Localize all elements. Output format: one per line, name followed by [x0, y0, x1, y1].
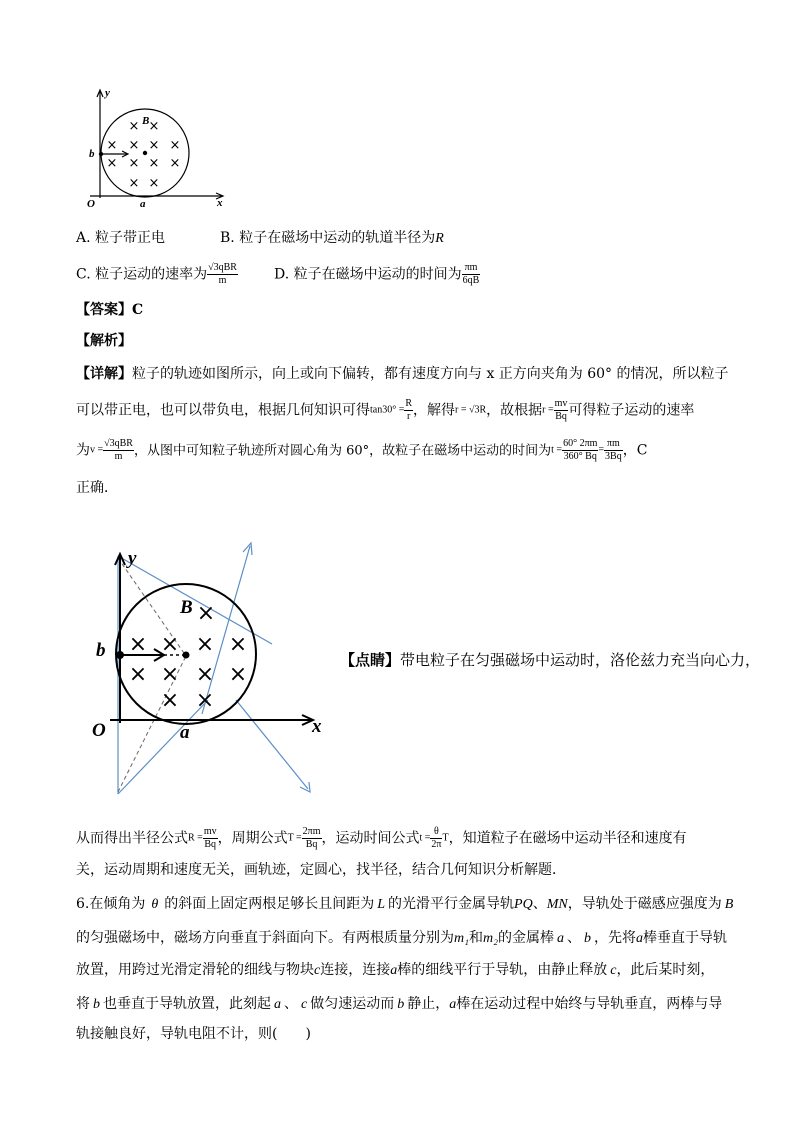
option-A	[76, 228, 165, 248]
cross-mark: ×	[228, 632, 248, 657]
tip-label: 【点睛】	[340, 651, 401, 669]
time-denominator: 2π	[431, 839, 442, 850]
detail-text-3a: 为	[76, 442, 90, 459]
T-denominator: Bq	[305, 839, 318, 850]
q6-c-2: c	[610, 963, 617, 978]
q6-text-2a: 的匀强磁场中，磁场方向垂直于斜面向下。有两根质量分别为	[76, 930, 454, 946]
cross-mark: ×	[195, 632, 215, 657]
q6-text-2d: 棒垂直于导轨	[642, 930, 727, 946]
point-b-label: b	[96, 640, 106, 661]
tan-fraction	[404, 398, 413, 423]
option-C-fraction	[207, 262, 238, 287]
q6-text-4e: 棒在运动过程中始终与导轨垂直，两棒与导	[456, 996, 723, 1012]
q6-text-1b: 的斜面上固定两根足够长且间距为	[164, 896, 375, 912]
q6-text-1a: 6.在倾角为	[76, 896, 146, 912]
q6-b-3: b	[397, 997, 405, 1012]
v-fraction	[103, 438, 134, 463]
tip-line-1	[340, 650, 760, 670]
T-fraction	[302, 826, 322, 851]
q6-m2: m₂	[482, 931, 498, 946]
point-a-label: a	[180, 722, 190, 743]
cross-mark: ×	[195, 662, 215, 687]
tan-lhs: tan30° =	[370, 404, 405, 416]
cross-mark: ×	[148, 138, 160, 153]
detail-text-1: 粒子的轨迹如图所示，向上或向下偏转，都有速度方向与 x 正方向夹角为 60° 的情况，所以粒子	[132, 366, 729, 382]
T-lhs: T =	[287, 832, 302, 844]
tip-text-2b: ，周期公式	[217, 830, 288, 847]
q6-m1: m₁	[454, 931, 469, 946]
option-B-text: B. 粒子在磁场中运动的轨道半径为	[220, 230, 436, 246]
option-A-text: A. 粒子带正电	[76, 230, 166, 246]
q6-text-4d: 静止，	[407, 996, 450, 1012]
q6-line-1	[76, 894, 733, 915]
q6-c-3: c	[301, 997, 308, 1012]
T-numerator: 2πm	[302, 826, 321, 837]
cross-mark: ×	[106, 138, 118, 153]
q6-c: c	[314, 963, 321, 978]
q6-and: 和	[468, 930, 483, 946]
R-denominator: Bq	[204, 839, 217, 850]
axis-y-label: y	[128, 548, 137, 569]
cross-mark: ×	[169, 156, 181, 171]
detail-text-2c: ，故根据	[486, 402, 543, 419]
detail-text-2b: ，解得	[413, 402, 456, 419]
r-fraction	[554, 398, 569, 423]
t-lhs: t =	[551, 444, 563, 456]
tan-denominator: r	[407, 411, 411, 422]
detail-text-3c: ，C	[622, 442, 648, 459]
q6-text-3a: 放置，用跨过光滑定滑轮的细线与物块	[76, 962, 314, 978]
q6-MN: MN	[546, 897, 568, 912]
q6-text-4b: 也垂直于导轨放置，此刻起	[103, 996, 271, 1012]
cross-mark: ×	[228, 662, 248, 687]
q6-a-2: a	[635, 931, 643, 946]
detail-line-3	[76, 438, 647, 463]
detail-text-2d: 可得粒子运动的速率	[568, 402, 695, 419]
v-numerator: √3qBR	[104, 438, 133, 449]
r-equation: r = √3R	[455, 404, 487, 416]
detail-line-4: 正确．	[76, 480, 118, 496]
axis-y-label: y	[105, 87, 110, 99]
axis-x-label: x	[217, 197, 223, 209]
axis-x-label: x	[312, 716, 322, 737]
R-lhs: R =	[188, 832, 203, 844]
q6-text-3c: 棒的细线平行于导轨，由静止释放	[397, 962, 608, 978]
cross-mark: ×	[148, 119, 160, 134]
time-lhs: t =	[419, 832, 431, 844]
t-numerator-2: πm	[604, 438, 623, 451]
detail-line-2	[76, 398, 694, 423]
q6-B: B	[724, 897, 734, 912]
point-b-label: b	[89, 148, 95, 160]
cross-mark: ×	[128, 662, 148, 687]
origin-label: O	[87, 198, 95, 210]
option-D	[274, 262, 480, 287]
cross-mark: ×	[160, 632, 180, 657]
q6-b-2: b	[93, 997, 100, 1012]
option-B	[220, 228, 444, 249]
option-D-numerator: πm	[462, 262, 481, 275]
q6-a-5: a	[449, 997, 457, 1012]
q6-sep-3: 、	[284, 996, 298, 1012]
option-C-text: C. 粒子运动的速率为	[76, 266, 208, 283]
t-numerator-1: 60° 2πm	[563, 438, 598, 449]
q6-text-1d: ，导轨处于磁感应强度为	[567, 896, 722, 912]
t-fraction-1	[562, 438, 598, 463]
option-C-numerator: √3qBR	[208, 262, 237, 273]
cross-mark: ×	[128, 119, 140, 134]
cross-mark: ×	[148, 176, 160, 191]
R-numerator: mv	[203, 826, 217, 837]
point-b-dot	[99, 152, 103, 156]
cross-mark: ×	[169, 138, 181, 153]
detail-text-2a: 可以带正电，也可以带负电，根据几何知识可得	[76, 402, 370, 419]
cross-mark: ×	[196, 601, 216, 626]
center-dot	[183, 652, 190, 659]
tan-numerator: R	[405, 398, 413, 409]
t-fraction-2	[604, 438, 623, 463]
q6-sep-2: 、	[566, 930, 581, 946]
q6-text-2c: ，先将	[593, 930, 636, 946]
q6-line-4	[76, 994, 722, 1015]
detail-text-3b: ，从图中可知粒子轨迹所对圆心角为 60°，故粒子在磁场中运动的时间为	[133, 443, 552, 459]
r-lhs: r =	[542, 404, 554, 416]
q6-text-3d: ，此后某时刻，	[616, 962, 715, 978]
cross-mark: ×	[106, 156, 118, 171]
q6-PQ: PQ	[514, 897, 533, 912]
figure-2-diagram	[90, 538, 330, 800]
time-fraction	[430, 826, 442, 851]
field-B-label: B	[180, 597, 193, 618]
time-rhs: T	[442, 832, 449, 844]
q6-text-1c: 的光滑平行金属导轨	[388, 896, 515, 912]
r-numerator: mv	[554, 398, 568, 409]
cross-mark: ×	[128, 138, 140, 153]
q6-L: L	[377, 897, 386, 912]
q6-text-4c: 做匀速运动而	[310, 996, 395, 1012]
field-B-label: B	[142, 115, 150, 127]
q6-line-5: 轨接触良好，导轨电阻不计，则( )	[76, 1026, 311, 1042]
cross-mark: ×	[195, 688, 215, 713]
option-D-fraction	[462, 262, 481, 287]
q6-line-3	[76, 960, 714, 981]
q6-text-3b: 连接，连接	[320, 962, 391, 978]
time-numerator: θ	[430, 826, 442, 839]
cross-mark: ×	[128, 156, 140, 171]
origin-label: O	[92, 720, 106, 741]
figure-1-diagram	[82, 86, 232, 210]
v-lhs: v =	[90, 444, 104, 456]
option-D-text: D. 粒子在磁场中运动的时间为	[274, 266, 462, 283]
detail-line-1	[76, 364, 729, 384]
t-denominator-2: 3Bq	[605, 451, 622, 462]
cross-mark: ×	[128, 176, 140, 191]
tip-text-1: 带电粒子在匀强磁场中运动时，洛伦兹力充当向心力，	[400, 651, 761, 669]
tip-text-2d: ，知道粒子在磁场中运动半径和速度有	[448, 830, 687, 847]
R-fraction	[203, 826, 218, 851]
detail-label: 【详解】	[76, 366, 132, 382]
cross-mark: ×	[160, 662, 180, 687]
q6-a-4: a	[274, 997, 281, 1012]
option-C	[76, 262, 238, 287]
tip-text-2a: 从而得出半径公式	[76, 830, 188, 847]
cross-mark: ×	[160, 688, 180, 713]
center-dot	[143, 151, 147, 155]
r-denominator: Bq	[555, 411, 567, 422]
analysis-title: 【解析】	[76, 333, 132, 349]
q6-sep: 、	[532, 896, 547, 912]
point-a-label: a	[140, 198, 146, 210]
tip-line-3: 关，运动周期和速度无关，画轨迹，定圆心，找半径，结合几何知识分析解题．	[76, 862, 566, 878]
t-equals: =	[598, 444, 605, 456]
q6-text-2b: 的金属棒	[497, 930, 554, 946]
cross-mark: ×	[148, 156, 160, 171]
tip-line-2	[76, 826, 687, 851]
option-D-denominator: 6qB	[462, 275, 480, 286]
q6-b: b	[583, 931, 591, 946]
q6-a: a	[556, 931, 564, 946]
q6-a-3: a	[390, 963, 398, 978]
answer: 【答案】C	[76, 302, 144, 318]
q6-theta: θ	[151, 897, 159, 912]
cross-mark: ×	[128, 632, 148, 657]
field-crosses	[107, 119, 181, 191]
option-B-var: R	[435, 231, 444, 246]
t-denominator-1: 360° Bq	[563, 451, 597, 462]
v-denominator: m	[114, 451, 123, 462]
tip-text-2c: ，运动时间公式	[321, 830, 420, 847]
q6-line-2	[76, 928, 727, 949]
point-b-dot	[116, 651, 124, 659]
q6-text-4a: 将	[76, 996, 90, 1012]
option-C-denominator: m	[218, 275, 227, 286]
